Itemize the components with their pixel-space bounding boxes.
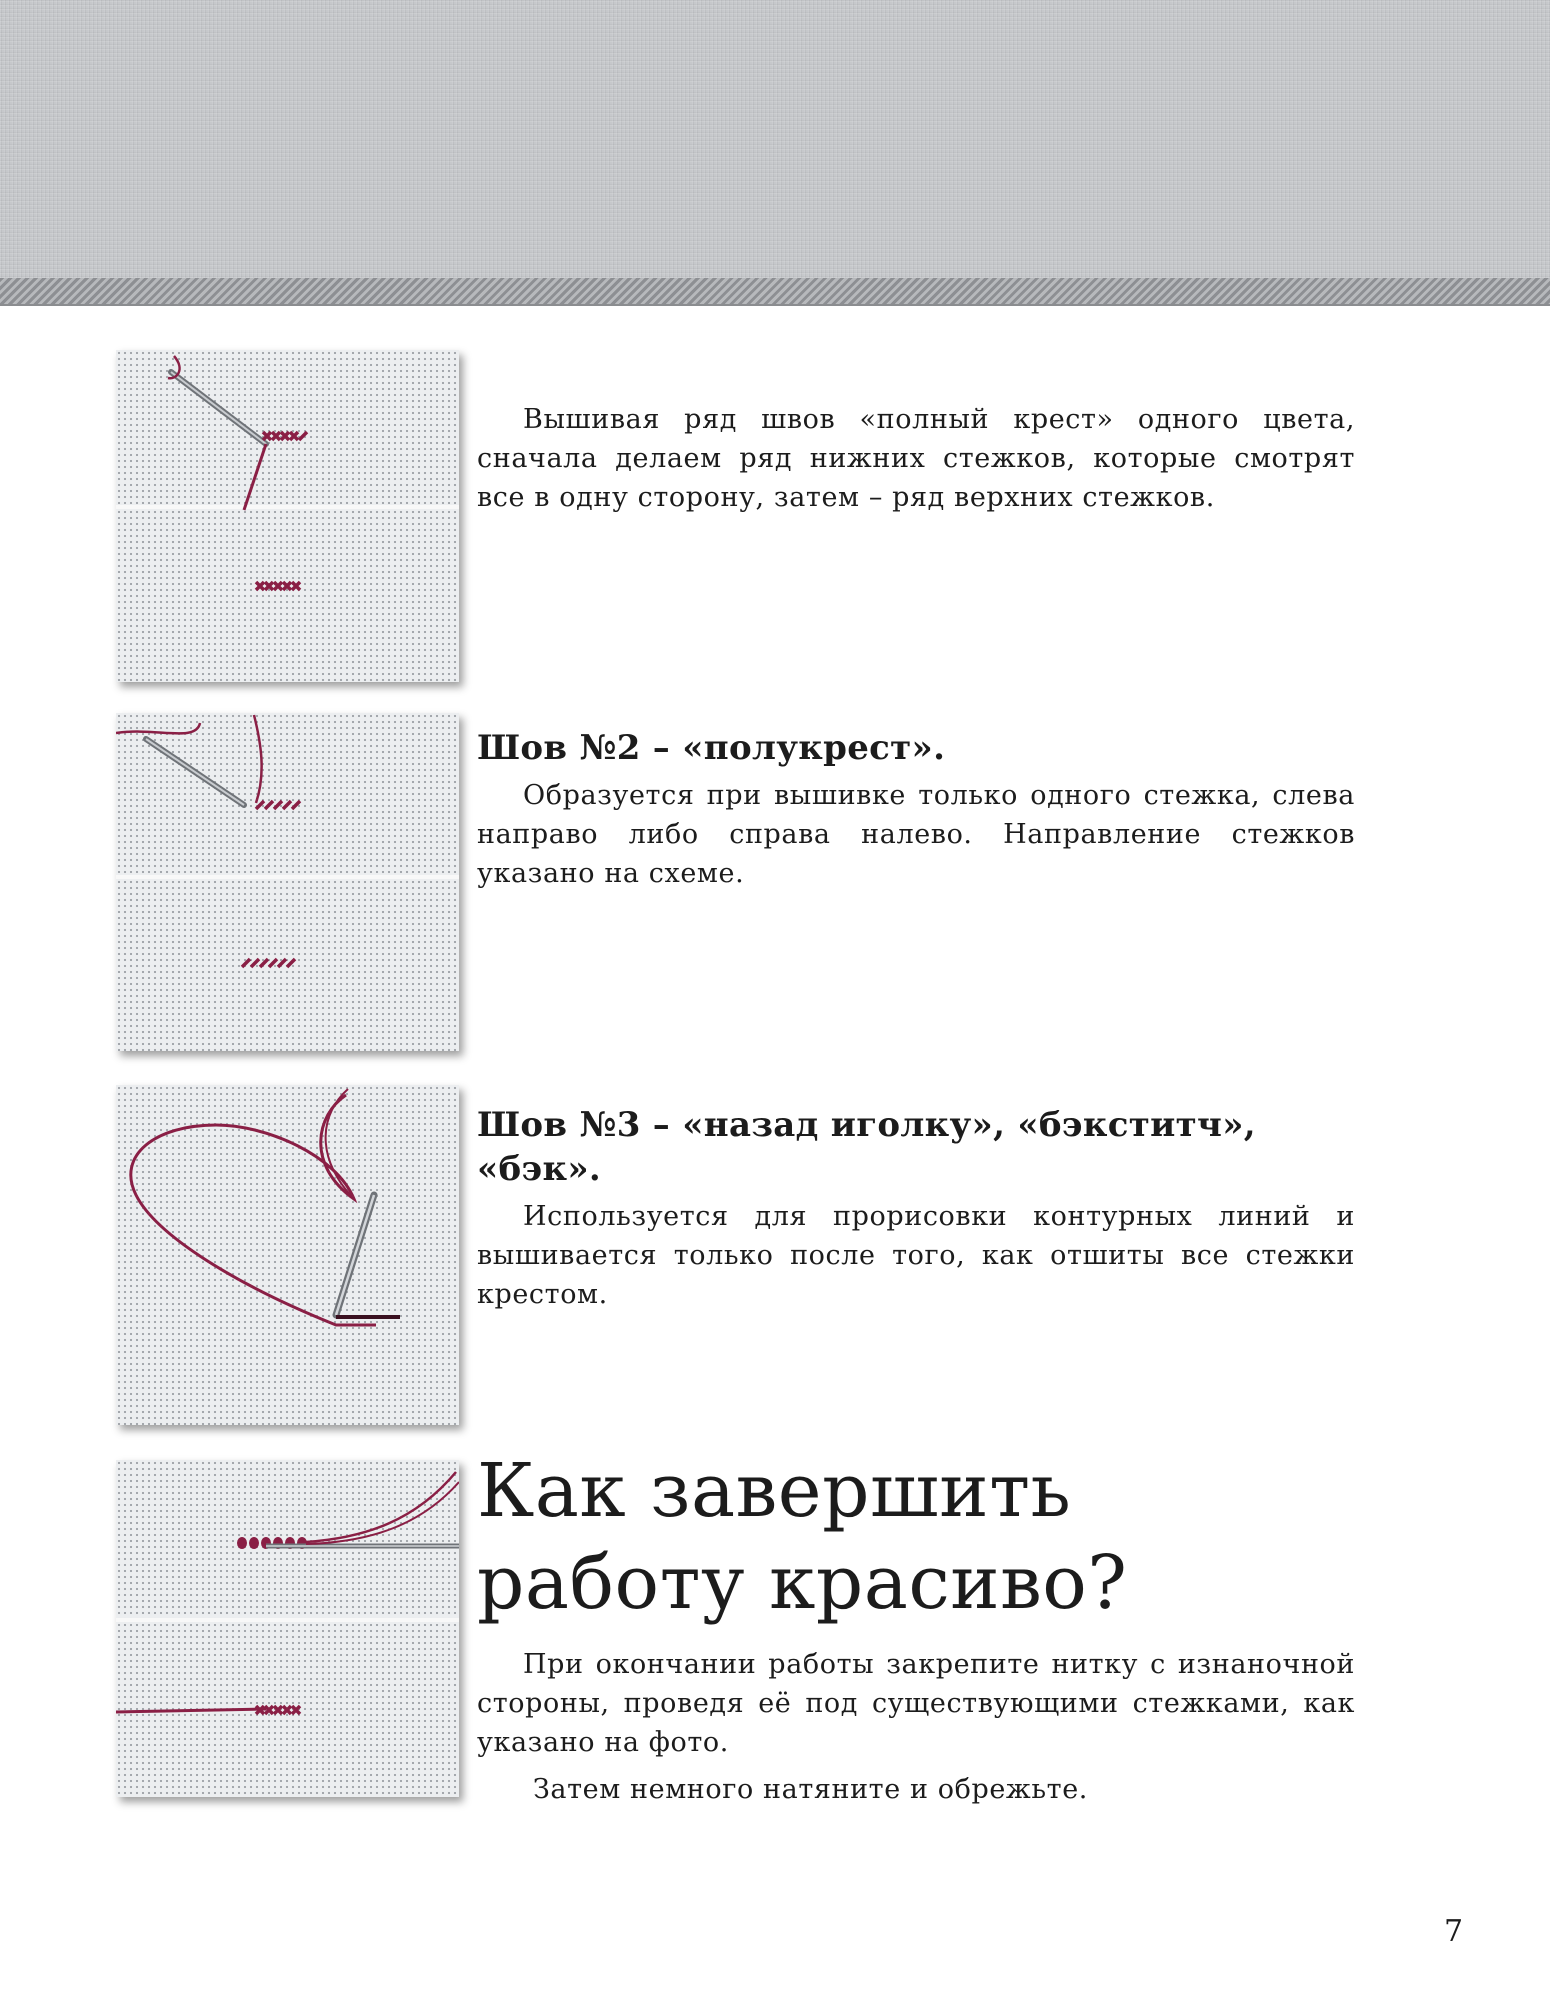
header-trim-border: [0, 278, 1550, 306]
section-full-cross: [477, 400, 1355, 517]
title-line-1: Как завершить: [477, 1448, 1072, 1534]
photo-backstitch: [116, 1085, 459, 1425]
header-linen-band: [0, 0, 1550, 278]
stitch-illustration: [116, 713, 459, 1051]
photo-full-cross-stitch: [116, 350, 459, 682]
body-paragraph: Используется для прорисовки контурных линий и вышивается только после того, как отшиты все стежки крестом.: [477, 1201, 1355, 1310]
photo-finishing-thread: [116, 1460, 459, 1797]
photo-half-cross-stitch: [116, 713, 459, 1051]
section-heading: Шов №3 – «назад иголку», «бэкститч», «бэк».: [477, 1105, 1256, 1189]
stitch-illustration: [116, 1460, 459, 1797]
body-paragraph: При окончании работы закрепите нитку с изнаночной стороны, проведя её под существующими стежками, как указано на фото.: [477, 1649, 1355, 1758]
body-paragraph: Образуется при вышивке только одного стежка, слева направо либо справа налево. Направление стежков указано на схеме.: [477, 780, 1355, 889]
section-heading: Шов №2 – «полукрест».: [477, 728, 946, 768]
section-finishing: [477, 1445, 1355, 1809]
section-half-cross: [477, 726, 1355, 893]
stitch-illustration: [116, 350, 459, 682]
body-paragraph-2: Затем немного натяните и обрежьте.: [533, 1774, 1088, 1805]
page-title: [477, 1445, 1355, 1629]
section-backstitch: [477, 1103, 1355, 1314]
page-number: 7: [1444, 1914, 1464, 1949]
body-paragraph: Вышивая ряд швов «полный крест» одного цвета, сначала делаем ряд нижних стежков, которые смотрят все в одну сторону, затем – ряд верхних стежков.: [477, 404, 1355, 513]
title-line-2: работу красиво?: [477, 1540, 1128, 1626]
stitch-illustration: [116, 1085, 459, 1425]
